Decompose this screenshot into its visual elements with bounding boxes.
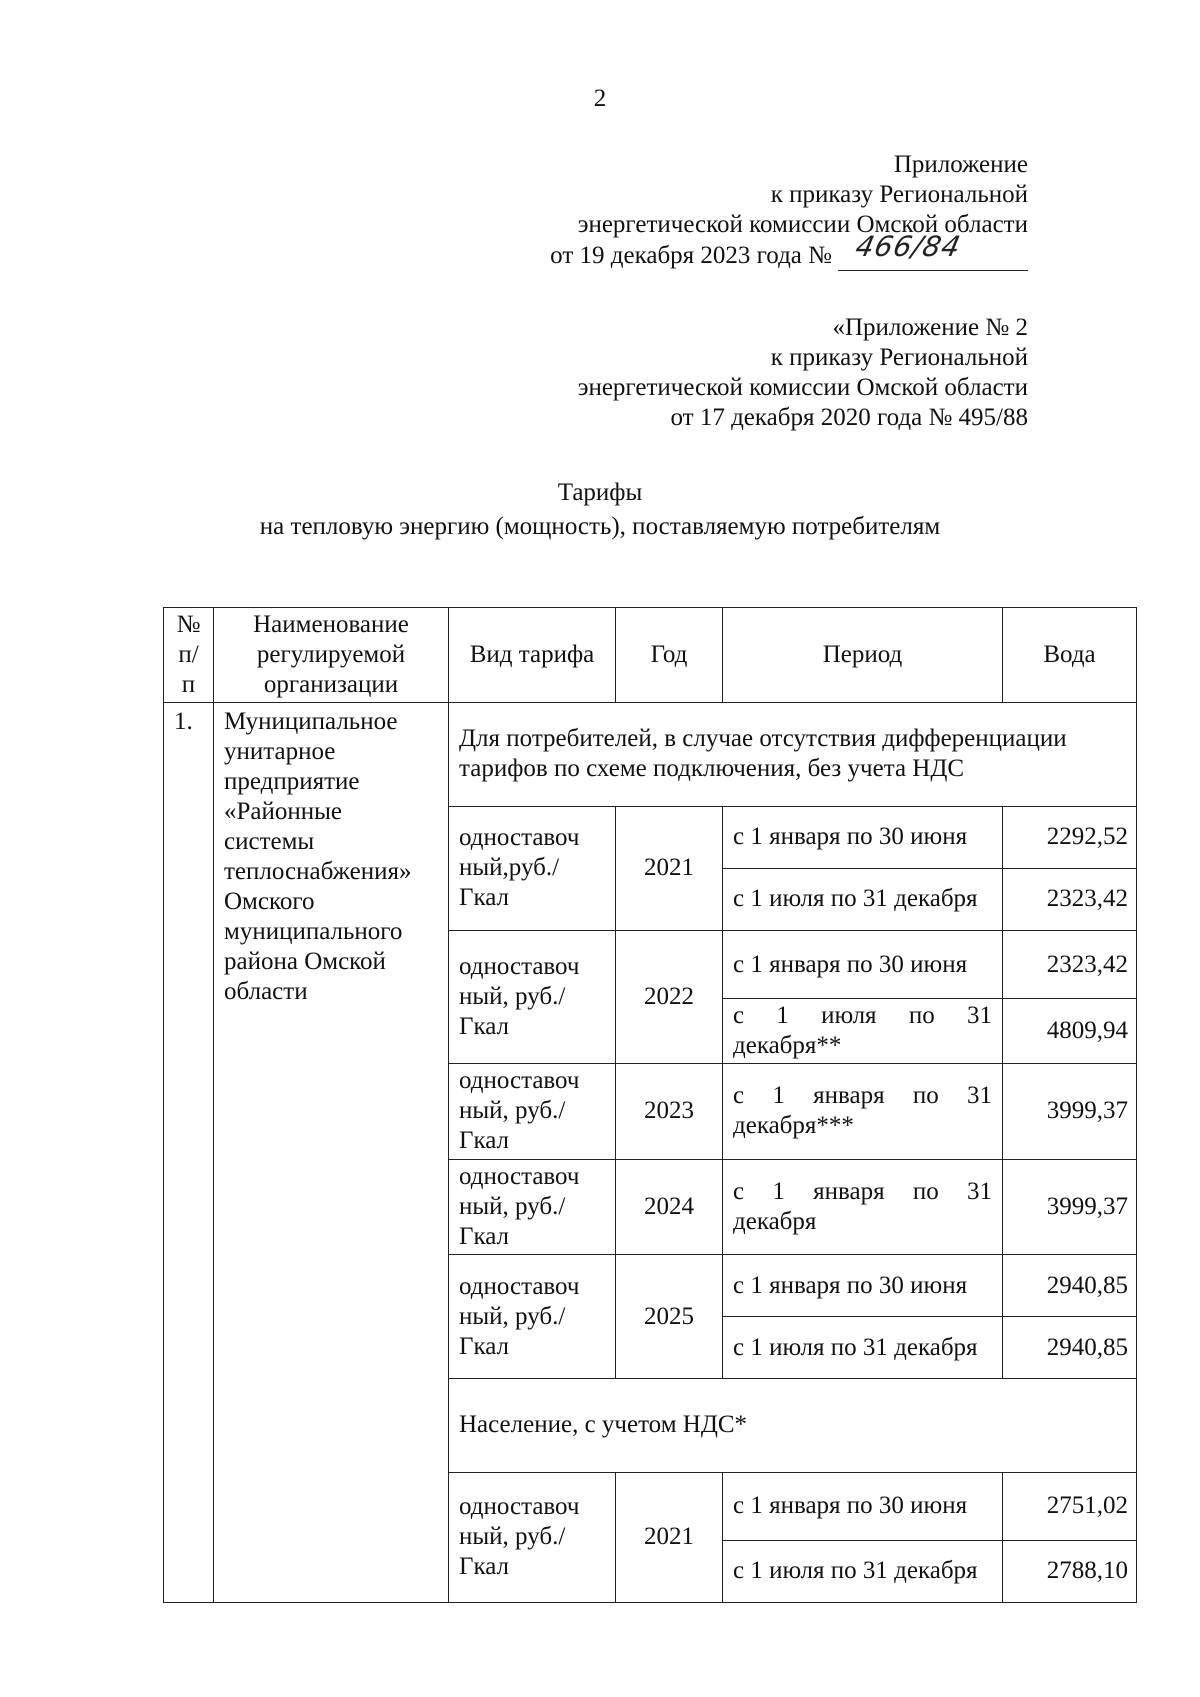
tariff-type-cell: одноставоч ный, руб./Гкал <box>449 1064 616 1159</box>
appendix-line: «Приложение № 2 <box>832 314 1028 341</box>
year-cell: 2021 <box>616 1472 723 1602</box>
header-year: Год <box>616 608 723 703</box>
tariff-type-cell: одноставоч ный,руб./ Гкал <box>449 806 616 930</box>
header-period: Период <box>723 608 1003 703</box>
appendix-line: к приказу Региональной <box>770 344 1028 371</box>
period-cell: с 1 июля по 31 декабря <box>723 1540 1003 1602</box>
order-date-text: от 19 декабря 2023 года № <box>550 242 832 269</box>
section-title: Население, с учетом НДС* <box>449 1379 1137 1472</box>
table-header-row <box>164 608 1137 703</box>
water-value-cell: 2751,02 <box>1003 1472 1137 1540</box>
period-cell: с 1 января по 31 декабря*** <box>723 1064 1003 1159</box>
tariff-type-cell: одноставоч ный, руб./Гкал <box>449 930 616 1063</box>
appendix-line: Приложение <box>893 151 1028 178</box>
header-water: Вода <box>1003 608 1137 703</box>
tariff-type-cell: одноставоч ный, руб./Гкал <box>449 1254 616 1378</box>
water-value-cell: 2940,85 <box>1003 1317 1137 1379</box>
period-cell: с 1 января по 31 декабря <box>723 1159 1003 1254</box>
year-cell: 2022 <box>616 930 723 1063</box>
year-cell: 2024 <box>616 1159 723 1254</box>
period-cell: с 1 июля по 31 декабря** <box>723 999 1003 1064</box>
page-number: 2 <box>593 85 607 112</box>
water-value-cell: 2323,42 <box>1003 930 1137 998</box>
order-number-handwritten: 466/84 <box>852 230 965 263</box>
tariffs-table <box>163 607 1137 1603</box>
appendix-line: к приказу Региональной <box>770 181 1028 208</box>
period-cell: с 1 июля по 31 декабря <box>723 868 1003 930</box>
document-subtitle: на тепловую энергию (мощность), поставляемую потребителям <box>259 513 941 540</box>
section-row <box>164 703 1137 806</box>
order-number-field <box>838 230 1028 271</box>
water-value-cell: 2292,52 <box>1003 806 1137 868</box>
header-num: № п/п <box>164 608 214 703</box>
appendix-line: энергетической комиссии Омской области <box>577 211 1028 238</box>
period-cell: с 1 января по 30 июня <box>723 1254 1003 1316</box>
year-cell: 2021 <box>616 806 723 930</box>
header-tariff-type: Вид тарифа <box>449 608 616 703</box>
year-cell: 2023 <box>616 1064 723 1159</box>
water-value-cell: 4809,94 <box>1003 999 1137 1064</box>
water-value-cell: 3999,37 <box>1003 1159 1137 1254</box>
appendix-heading <box>550 150 1028 271</box>
period-cell: с 1 января по 30 июня <box>723 930 1003 998</box>
water-value-cell: 2940,85 <box>1003 1254 1137 1316</box>
appendix-line: от 17 декабря 2020 года № 495/88 <box>670 404 1028 431</box>
tariff-type-cell: одноставоч ный, руб./Гкал <box>449 1159 616 1254</box>
tariff-type-cell: одноставоч ный, руб./Гкал <box>449 1472 616 1602</box>
row-number: 1. <box>164 703 214 1603</box>
section-title: Для потребителей, в случае отсутствия дифференциации тарифов по схеме подключения, без учета НДС <box>449 703 1137 806</box>
period-cell: с 1 июля по 31 декабря <box>723 1317 1003 1379</box>
water-value-cell: 3999,37 <box>1003 1064 1137 1159</box>
previous-appendix-heading <box>578 313 1028 433</box>
document-title: Тарифы <box>557 479 643 506</box>
period-cell: с 1 января по 30 июня <box>723 806 1003 868</box>
header-organization: Наименование регулируемой организации <box>214 608 449 703</box>
order-date-line <box>550 230 1028 271</box>
appendix-line: энергетической комиссии Омской области <box>577 374 1028 401</box>
organization-name: Муниципальное унитарное предприятие «Районные системы теплоснабжения» Омского муниципального района Омской области <box>214 703 449 1603</box>
period-cell: с 1 января по 30 июня <box>723 1472 1003 1540</box>
water-value-cell: 2788,10 <box>1003 1540 1137 1602</box>
water-value-cell: 2323,42 <box>1003 868 1137 930</box>
year-cell: 2025 <box>616 1254 723 1378</box>
